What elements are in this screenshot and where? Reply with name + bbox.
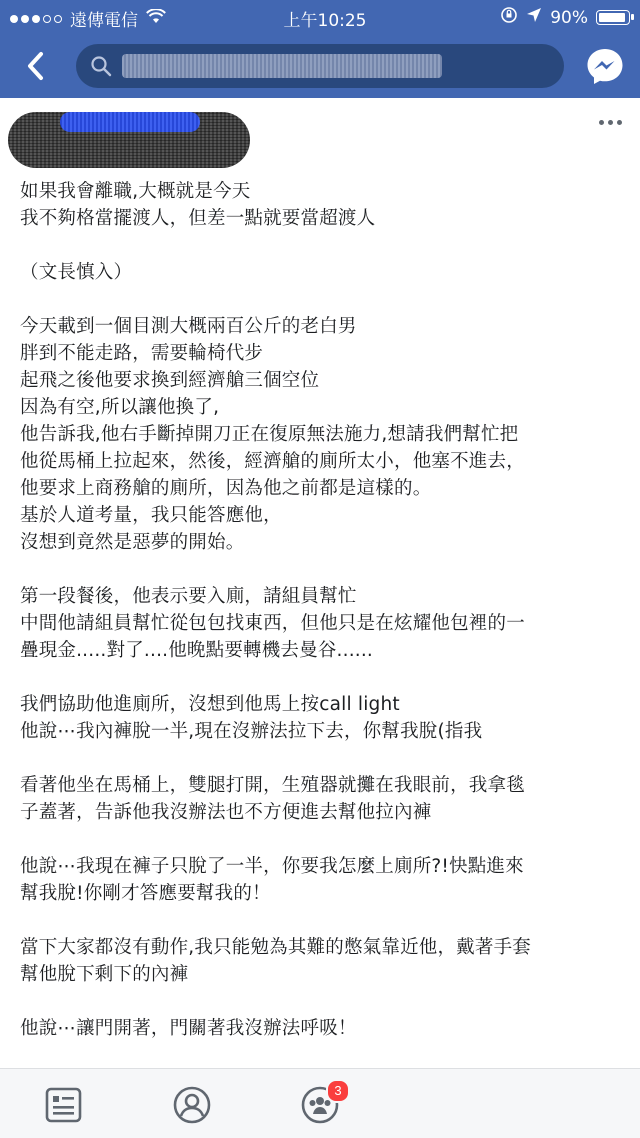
battery-percent: 90% xyxy=(550,7,588,28)
post-text-line: 他說⋯我內褲脫一半,現在沒辦法拉下去，你幫我脫(指我 xyxy=(20,721,483,742)
post-text-line: 今天載到一個目測大概兩百公斤的老白男 xyxy=(20,316,357,337)
post-text-line: 基於人道考量，我只能答應他， xyxy=(20,505,282,526)
post-text-line: 我不夠格當擺渡人，但差一點就要當超渡人 xyxy=(20,208,376,229)
post-text-line: 第一段餐後，他表示要入廁，請組員幫忙 xyxy=(20,586,357,607)
post-text-line: 子蓋著，告訴他我沒辦法也不方便進去幫他拉內褲 xyxy=(20,802,432,823)
search-icon xyxy=(90,55,112,77)
post-text-line: 他告訴我,他右手斷掉開刀正在復原無法施力,想請我們幫忙把 xyxy=(20,424,519,445)
post-text-line: 中間他請組員幫忙從包包找東西，但他只是在炫耀他包裡的一 xyxy=(20,613,525,634)
blank-line xyxy=(20,988,624,1015)
location-arrow-icon xyxy=(526,7,542,28)
messenger-icon xyxy=(584,45,626,87)
post-text-line: 起飛之後他要求換到經濟艙三個空位 xyxy=(20,370,320,391)
back-button[interactable] xyxy=(16,48,56,84)
post-text-line: 胖到不能走路，需要輪椅代步 xyxy=(20,343,264,364)
post-text-line: 如果我會離職,大概就是今天 xyxy=(20,181,251,202)
signal-strength-icon xyxy=(10,15,62,23)
redacted-author-link xyxy=(60,112,200,132)
status-bar xyxy=(0,0,640,34)
post-text-line: 幫我脫!你剛才答應要幫我的！ xyxy=(20,883,271,904)
post-body xyxy=(20,178,624,1042)
bottom-tab-bar xyxy=(0,1068,640,1138)
top-bar xyxy=(0,0,640,98)
post-header xyxy=(0,98,640,178)
profile-icon xyxy=(172,1085,212,1125)
tab-groups[interactable] xyxy=(300,1085,340,1125)
nav-bar xyxy=(0,34,640,98)
wifi-icon xyxy=(146,9,166,29)
post-text-line: 疊現金.....對了....他晚點要轉機去曼谷...... xyxy=(20,640,374,661)
blank-line xyxy=(20,664,624,691)
more-options-button[interactable] xyxy=(599,120,622,125)
more-horizontal-icon xyxy=(599,120,604,125)
search-input[interactable] xyxy=(76,44,564,88)
post-text-line: 當下大家都沒有動作,我只能勉為其難的憋氣靠近他，戴著手套 xyxy=(20,937,531,958)
post-text-line: 他說⋯我現在褲子只脫了一半，你要我怎麼上廁所?!快點進來 xyxy=(20,856,524,877)
battery-icon xyxy=(596,10,630,25)
redacted-search-text xyxy=(122,54,442,78)
status-right xyxy=(500,6,630,29)
post-text-line: 我們協助他進廁所，沒想到他馬上按call light xyxy=(20,694,400,715)
blank-line xyxy=(20,826,624,853)
blank-line xyxy=(20,556,624,583)
post-text-line: （文長慎入） xyxy=(20,262,133,283)
post-text-line: 看著他坐在馬桶上，雙腿打開，生殖器就攤在我眼前，我拿毯 xyxy=(20,775,525,796)
orientation-lock-icon xyxy=(500,6,518,29)
status-left xyxy=(10,6,166,31)
carrier-label: 遠傳電信 xyxy=(70,11,138,31)
post-text-line: 幫他脫下剩下的內褲 xyxy=(20,964,189,985)
blank-line xyxy=(20,232,624,259)
blank-line xyxy=(20,286,624,313)
tab-profile[interactable] xyxy=(172,1085,212,1125)
post-text-line: 他說⋯讓門開著，門關著我沒辦法呼吸！ xyxy=(20,1018,357,1039)
notification-badge: 3 xyxy=(326,1079,350,1103)
status-time: 上午10:25 xyxy=(283,11,367,31)
post-text-line: 他從馬桶上拉起來，然後，經濟艙的廁所太小，他塞不進去， xyxy=(20,451,525,472)
chevron-left-icon xyxy=(25,51,47,81)
blank-line xyxy=(20,907,624,934)
messenger-button[interactable] xyxy=(584,45,626,87)
blank-line xyxy=(20,745,624,772)
post-text-line: 他要求上商務艙的廁所，因為他之前都是這樣的。 xyxy=(20,478,432,499)
news-feed-icon xyxy=(44,1085,84,1125)
post-text-line: 沒想到竟然是惡夢的開始。 xyxy=(20,532,245,553)
tab-news-feed[interactable] xyxy=(44,1085,84,1125)
post-text-line: 因為有空,所以讓他換了, xyxy=(20,397,220,418)
